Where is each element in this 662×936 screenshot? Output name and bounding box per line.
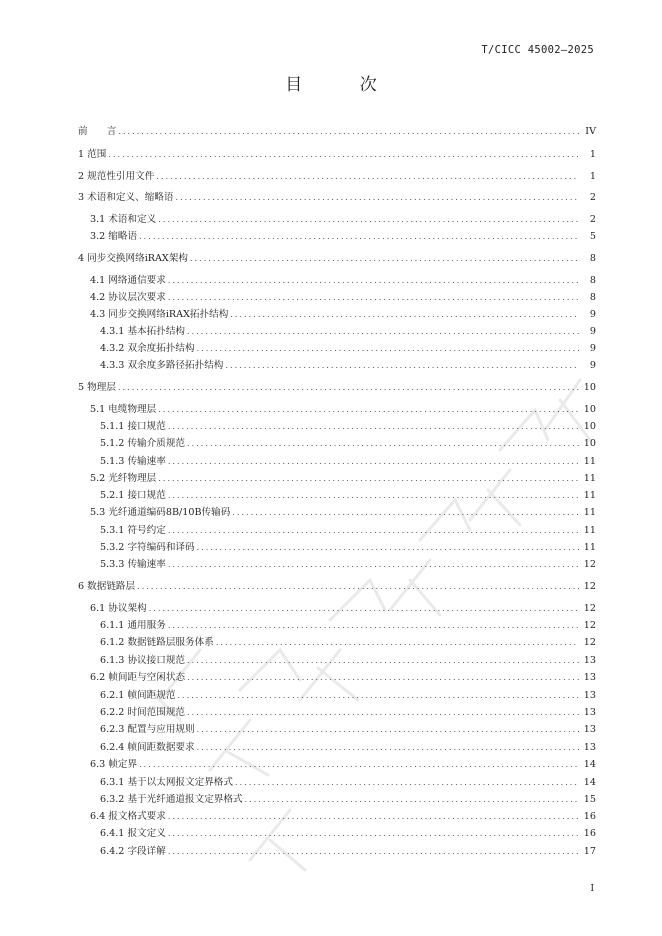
toc-entry-label: 6.2.1 帧间距规范 — [100, 690, 176, 701]
toc-entry-page: 9 — [589, 343, 596, 354]
toc-entry[interactable] — [78, 289, 596, 306]
toc-entry-label: 6.1 协议架构 — [90, 603, 147, 614]
toc-entry[interactable] — [78, 418, 596, 435]
toc-entry[interactable] — [78, 669, 596, 686]
toc-entry[interactable] — [78, 379, 596, 396]
toc-leader-dots — [197, 721, 579, 738]
toc-entry-page: 11 — [583, 525, 596, 536]
toc-entry[interactable] — [78, 272, 596, 289]
toc-entry-page: 13 — [583, 742, 596, 753]
toc-leader-dots — [168, 289, 579, 306]
toc-entry-page: 11 — [583, 490, 596, 501]
toc-leader-dots — [230, 306, 579, 323]
toc-entry-page: 12 — [583, 637, 596, 648]
toc-leader-dots — [168, 453, 579, 470]
toc-leader-dots — [187, 652, 579, 669]
toc-entry-page: 13 — [583, 690, 596, 701]
toc-entry-page: 8 — [589, 275, 596, 286]
toc-entry[interactable] — [78, 687, 596, 704]
toc-entry-label: 5 物理层 — [78, 382, 116, 393]
toc-entry-page: 5 — [589, 231, 596, 242]
toc-entry[interactable] — [78, 539, 596, 556]
toc-entry-label: 6.1.1 通用服务 — [100, 620, 166, 631]
toc-entry-page: 10 — [583, 421, 596, 432]
toc-entry-label: 6.2.2 时间范围规范 — [100, 707, 186, 718]
toc-entry-page: 2 — [589, 214, 596, 225]
toc-entry-label: 4.3.3 双余度多路径拓扑结构 — [100, 360, 224, 371]
toc-entry-label: 6.4 报文格式要求 — [90, 811, 166, 822]
toc-entry[interactable] — [78, 825, 596, 842]
toc-entry-page: 12 — [583, 620, 596, 631]
toc-entry-label: 4.3 同步交换网络iRAX拓扑结构 — [90, 309, 229, 320]
toc-entry-label: 5.1.1 接口规范 — [100, 421, 166, 432]
toc-entry-page: 11 — [583, 473, 596, 484]
toc-entry-label: 5.1 电缆物理层 — [90, 404, 157, 415]
toc-entry-page: 11 — [583, 456, 596, 467]
toc-entry[interactable] — [78, 704, 596, 721]
toc-entry[interactable] — [78, 357, 596, 374]
toc-entry-label: 4.3.2 双余度拓扑结构 — [100, 343, 195, 354]
toc-entry-label: 2 规范性引用文件 — [78, 171, 155, 182]
toc-leader-dots — [168, 522, 579, 539]
toc-entry[interactable] — [78, 756, 596, 773]
toc-entry-label: 5.2.1 接口规范 — [100, 490, 166, 501]
toc-leader-dots — [168, 808, 579, 825]
toc-entry-page: 17 — [583, 846, 596, 857]
toc-entry-page: 13 — [583, 724, 596, 735]
toc-entry-page: 13 — [583, 672, 596, 683]
toc-entry[interactable] — [78, 146, 596, 163]
toc-leader-dots — [190, 250, 579, 267]
toc-entry[interactable] — [78, 123, 596, 140]
toc-entry-label: 6.1.3 协议接口规范 — [100, 655, 186, 666]
toc-entry-label: 前 言 — [78, 126, 117, 137]
toc-entry-page: 14 — [583, 759, 596, 770]
toc-entry-page: 12 — [583, 603, 596, 614]
toc-leader-dots — [137, 578, 579, 595]
toc-leader-dots — [225, 357, 579, 374]
toc-leader-dots — [158, 211, 579, 228]
toc-entry-page: 8 — [589, 292, 596, 303]
toc-leader-dots — [168, 617, 579, 634]
toc-leader-dots — [187, 704, 579, 721]
toc-entry[interactable] — [78, 228, 596, 245]
toc-entry[interactable] — [78, 435, 596, 452]
toc-leader-dots — [168, 487, 579, 504]
toc-entry-label: 3 术语和定义、缩略语 — [78, 192, 174, 203]
toc-entry[interactable] — [78, 189, 596, 206]
toc-entry-page: 1 — [589, 171, 596, 182]
toc-leader-dots — [156, 168, 579, 185]
toc-leader-dots — [118, 123, 579, 140]
toc-entry[interactable] — [78, 600, 596, 617]
toc-entry-label: 6.2 帧间距与空闲状态 — [90, 672, 186, 683]
toc-leader-dots — [187, 669, 579, 686]
toc-leader-dots — [168, 418, 579, 435]
toc-leader-dots — [216, 634, 579, 651]
toc-entry[interactable] — [78, 652, 596, 669]
toc-entry-page: 2 — [589, 192, 596, 203]
toc-leader-dots — [197, 539, 579, 556]
toc-leader-dots — [168, 825, 579, 842]
toc-entry-label: 5.3 光纤通道编码8B/10B传输码 — [90, 507, 231, 518]
toc-entry-label: 5.3.3 传输速率 — [100, 559, 166, 570]
page-number: I — [590, 884, 594, 894]
toc-entry[interactable] — [78, 739, 596, 756]
toc-entry-label: 5.1.2 传输介质规范 — [100, 438, 186, 449]
toc-entry-label: 6.4.2 字段详解 — [100, 846, 166, 857]
toc-leader-dots — [168, 272, 579, 289]
toc-leader-dots — [176, 189, 580, 206]
toc-entry-label: 6.4.1 报文定义 — [100, 828, 166, 839]
toc-entry[interactable] — [78, 487, 596, 504]
toc-entry-page: 16 — [583, 828, 596, 839]
toc-leader-dots — [235, 774, 579, 791]
toc-entry-label: 4.2 协议层次要求 — [90, 292, 166, 303]
toc-entry-label: 6.1.2 数据链路层服务体系 — [100, 637, 214, 648]
toc-entry-label: 6.2.4 帧间距数据要求 — [100, 742, 195, 753]
toc-entry[interactable] — [78, 168, 596, 185]
toc-entry[interactable] — [78, 578, 596, 595]
toc-leader-dots — [158, 401, 579, 418]
toc-entry-page: 13 — [583, 707, 596, 718]
toc-leader-dots — [139, 756, 579, 773]
toc-entry-label: 5.2 光纤物理层 — [90, 473, 157, 484]
toc-entry-page: 14 — [583, 777, 596, 788]
toc-entry-label: 6.3.1 基于以太网报文定界格式 — [100, 777, 233, 788]
toc-entry[interactable] — [78, 504, 596, 521]
toc-entry-page: 10 — [583, 404, 596, 415]
toc-entry-page: 15 — [583, 794, 596, 805]
toc-entry[interactable] — [78, 843, 596, 860]
toc-entry[interactable] — [78, 556, 596, 573]
toc-entry[interactable] — [78, 774, 596, 791]
toc-entry-page: 1 — [589, 149, 596, 160]
toc-entry-page: 12 — [583, 559, 596, 570]
toc-entry-page: 8 — [589, 253, 596, 264]
toc-leader-dots — [149, 600, 579, 617]
toc-entry[interactable] — [78, 721, 596, 738]
toc-entry[interactable] — [78, 791, 596, 808]
toc-leader-dots — [187, 323, 579, 340]
toc-entry-label: 3.1 术语和定义 — [90, 214, 157, 225]
toc-entry[interactable] — [78, 211, 596, 228]
toc-entry[interactable] — [78, 323, 596, 340]
toc-leader-dots — [177, 687, 579, 704]
toc-entry[interactable] — [78, 401, 596, 418]
toc-entry-label: 1 范围 — [78, 149, 107, 160]
toc-entry[interactable] — [78, 340, 596, 357]
toc-leader-dots — [197, 739, 579, 756]
toc-entry[interactable] — [78, 470, 596, 487]
toc-entry-page: 11 — [583, 507, 596, 518]
toc-entry[interactable] — [78, 453, 596, 470]
toc-leader-dots — [168, 556, 579, 573]
toc-entry[interactable] — [78, 522, 596, 539]
toc-leader-dots — [187, 435, 579, 452]
toc-entry[interactable] — [78, 617, 596, 634]
toc-entry-label: 5.3.2 字符编码和译码 — [100, 542, 195, 553]
toc-entry-page: 9 — [589, 360, 596, 371]
page-title: 目 次 — [285, 75, 403, 95]
toc-entry-page: 12 — [583, 581, 596, 592]
toc-leader-dots — [108, 146, 579, 163]
toc-leader-dots — [197, 340, 579, 357]
toc-entry-label: 5.3.1 符号约定 — [100, 525, 166, 536]
toc-entry-page: 9 — [589, 309, 596, 320]
toc-entry-page: 13 — [583, 655, 596, 666]
toc-leader-dots — [158, 470, 579, 487]
toc-entry-page: IV — [585, 126, 596, 137]
toc-entry-label: 4 同步交换网络iRAX架构 — [78, 253, 188, 264]
toc-entry-page: 9 — [589, 326, 596, 337]
toc-entry-label: 4.3.1 基本拓扑结构 — [100, 326, 186, 337]
document-code: T/CICC 45002—2025 — [481, 44, 594, 56]
toc-entry[interactable] — [78, 250, 596, 267]
toc-entry-label: 6.3 帧定界 — [90, 759, 138, 770]
toc-entry[interactable] — [78, 634, 596, 651]
toc-entry-label: 3.2 缩略语 — [90, 231, 138, 242]
toc-leader-dots — [118, 379, 579, 396]
toc-entry-page: 10 — [583, 382, 596, 393]
toc-leader-dots — [245, 791, 579, 808]
toc-leader-dots — [168, 843, 579, 860]
toc-entry-page: 16 — [583, 811, 596, 822]
toc-leader-dots — [139, 228, 579, 245]
toc-entry-label: 6.3.2 基于光纤通道报文定界格式 — [100, 794, 243, 805]
toc-entry[interactable] — [78, 306, 596, 323]
toc-entry[interactable] — [78, 808, 596, 825]
toc-entry-label: 6.2.3 配置与应用规则 — [100, 724, 195, 735]
toc-entry-label: 6 数据链路层 — [78, 581, 136, 592]
toc-entry-label: 5.1.3 传输速率 — [100, 456, 166, 467]
toc-entry-page: 10 — [583, 438, 596, 449]
toc-entry-label: 4.1 网络通信要求 — [90, 275, 166, 286]
toc-leader-dots — [232, 504, 579, 521]
toc-entry-page: 11 — [583, 542, 596, 553]
